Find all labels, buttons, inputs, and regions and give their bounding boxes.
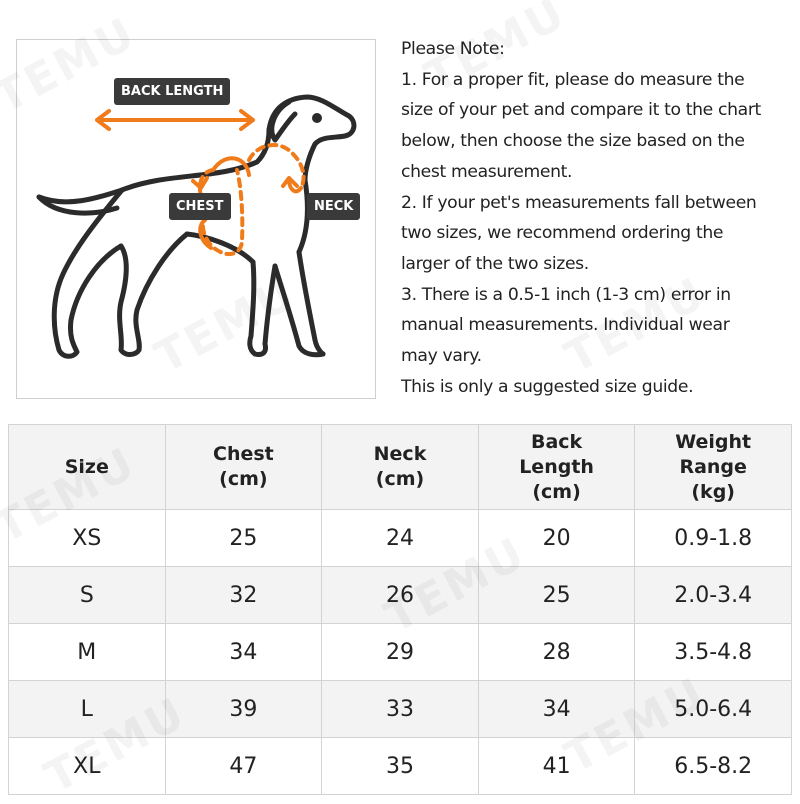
notes-line: below, then choose the size based on the (401, 131, 745, 152)
cell-back-length: 34 (478, 681, 635, 738)
notes-line: 2. If your pet's measurements fall between (401, 192, 757, 213)
header-line: Neck (373, 443, 427, 465)
back-length-tag: BACK LENGTH (114, 78, 230, 105)
header-size (9, 425, 166, 510)
cell-back-length: 20 (478, 510, 635, 567)
cell-neck: 29 (322, 624, 479, 681)
cell-weight: 0.9-1.8 (635, 510, 792, 567)
header-line: Size (64, 455, 109, 478)
notes-line: may vary. (401, 346, 482, 367)
cell-neck: 35 (322, 738, 479, 795)
notes-heading: Please Note: (401, 39, 505, 59)
size-chart-table (8, 424, 792, 795)
cell-chest: 39 (165, 681, 322, 738)
cell-neck: 33 (322, 681, 479, 738)
cell-back-length: 41 (478, 738, 635, 795)
header-line: (cm) (219, 468, 268, 490)
notes-line: size of your pet and compare it to the chart (401, 100, 761, 121)
header-chest (165, 425, 322, 510)
notes-line: manual measurements. Individual wear (401, 315, 730, 336)
cell-weight: 2.0-3.4 (635, 567, 792, 624)
notes-line: 1. For a proper fit, please do measure the (401, 69, 745, 90)
header-line: Range (679, 455, 747, 478)
table-row (9, 738, 792, 795)
cell-weight: 6.5-8.2 (635, 738, 792, 795)
notes-line: chest measurement. (401, 161, 573, 182)
header-line: Length (519, 455, 594, 478)
notes-line: larger of the two sizes. (401, 253, 589, 274)
chest-tag: CHEST (169, 193, 231, 220)
cell-neck: 24 (322, 510, 479, 567)
header-line: Weight (675, 430, 752, 453)
cell-size: XL (9, 738, 166, 795)
cell-back-length: 28 (478, 624, 635, 681)
table-row (9, 624, 792, 681)
cell-size: XS (9, 510, 166, 567)
cell-chest: 32 (165, 567, 322, 624)
table-row (9, 567, 792, 624)
notes-line: This is only a suggested size guide. (401, 376, 694, 397)
cell-chest: 47 (165, 738, 322, 795)
notes-line: 3. There is a 0.5-1 inch (1-3 cm) error in (401, 284, 731, 305)
cell-neck: 26 (322, 567, 479, 624)
size-notes (401, 34, 797, 402)
header-line: (cm) (532, 480, 581, 503)
notes-line: two sizes, we recommend ordering the (401, 223, 724, 244)
cell-chest: 25 (165, 510, 322, 567)
header-line: Back (530, 430, 583, 453)
cell-size: M (9, 624, 166, 681)
header-line: (cm) (375, 468, 425, 490)
neck-tag: NECK (307, 193, 360, 220)
header-weight-range (635, 425, 792, 510)
cell-size: S (9, 567, 166, 624)
cell-back-length: 25 (478, 567, 635, 624)
cell-weight: 3.5-4.8 (635, 624, 792, 681)
table-row (9, 681, 792, 738)
dog-measurement-diagram (16, 39, 376, 399)
table-header-row (9, 425, 792, 510)
table-row (9, 510, 792, 567)
cell-weight: 5.0-6.4 (635, 681, 792, 738)
header-back-length (478, 425, 635, 510)
header-line: (kg) (691, 480, 735, 503)
header-line: Chest (213, 443, 274, 465)
header-neck (322, 425, 479, 510)
cell-chest: 34 (165, 624, 322, 681)
cell-size: L (9, 681, 166, 738)
